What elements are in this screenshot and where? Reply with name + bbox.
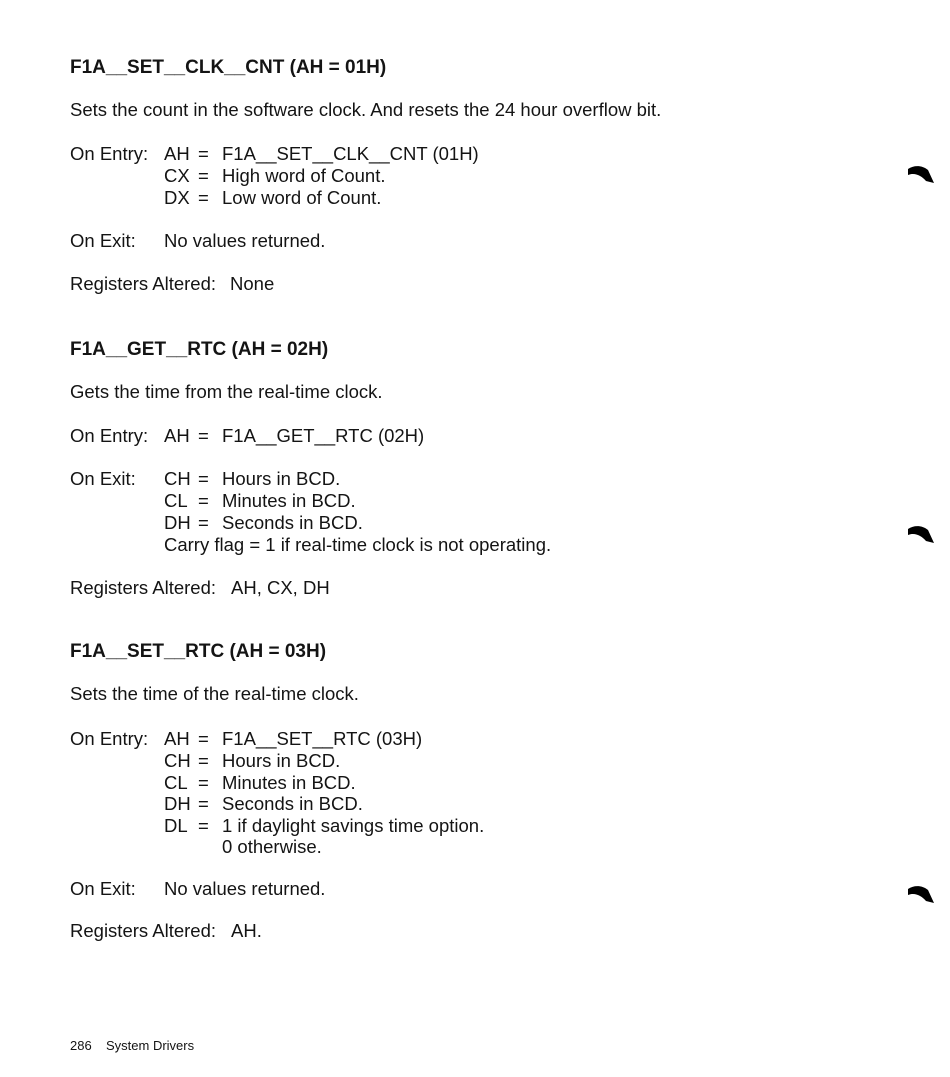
section-2-exit-val: Seconds in BCD. [222, 512, 363, 533]
section-2-description: Gets the time from the real-time clock. [70, 381, 383, 402]
section-2-exit-reg: DH [164, 512, 191, 533]
section-1-entry-eq: = [198, 143, 209, 164]
section-2-carry-flag-text: Carry flag = 1 if real-time clock is not operating. [164, 534, 552, 555]
section-2-exit-val: Minutes in BCD. [222, 490, 356, 511]
section-2-exit-eq: = [198, 512, 209, 533]
section-3-entry-reg: AH [164, 728, 190, 749]
section-3-entry-val: Minutes in BCD. [222, 772, 356, 793]
section-1-entry-reg: AH [164, 143, 190, 164]
section-3-entry-reg: DH [164, 793, 191, 814]
section-3-entry-eq: = [198, 772, 209, 793]
section-2-registers-altered-value: AH, CX, DH [231, 577, 330, 598]
section-3-entry-eq: = [198, 750, 209, 771]
section-2-exit-val: Hours in BCD. [222, 468, 341, 489]
section-2-title: F1A__GET__RTC (AH = 02H) [70, 339, 329, 360]
section-1-entry-reg: DX [164, 187, 190, 208]
margin-tab-marker-icon [906, 520, 936, 546]
section-1-title: F1A__SET__CLK__CNT (AH = 01H) [70, 57, 387, 78]
section-3-on-exit-text: No values returned. [164, 878, 326, 899]
section-1-registers-altered-value: None [230, 273, 275, 294]
section-2-exit-reg: CL [164, 490, 188, 511]
section-1-entry-val: F1A__SET__CLK__CNT (01H) [222, 143, 479, 164]
section-3-entry-eq: = [198, 815, 209, 836]
section-1-entry-val: High word of Count. [222, 165, 386, 186]
section-3-description: Sets the time of the real-time clock. [70, 683, 359, 704]
section-3-registers-altered-label: Registers Altered: [70, 920, 217, 941]
section-3-entry-reg: CH [164, 750, 191, 771]
section-1-entry-eq: = [198, 187, 209, 208]
section-2-exit-reg: CH [164, 468, 191, 489]
margin-tab-marker-icon [906, 880, 936, 906]
section-3-entry-val: F1A__SET__RTC (03H) [222, 728, 423, 749]
section-3-on-entry-label: On Entry: [70, 728, 149, 749]
margin-tab-marker-icon [906, 160, 936, 186]
section-1-on-entry-label: On Entry: [70, 143, 149, 164]
section-1-on-exit-label: On Exit: [70, 230, 136, 251]
section-3-entry-eq: = [198, 793, 209, 814]
section-3-entry-val: 1 if daylight savings time option. [222, 815, 485, 836]
section-3-entry-val: Hours in BCD. [222, 750, 341, 771]
section-2-entry-eq: = [198, 425, 209, 446]
section-3-entry-val: Seconds in BCD. [222, 793, 363, 814]
section-3-on-exit-label: On Exit: [70, 878, 136, 899]
section-2-exit-eq: = [198, 468, 209, 489]
section-3-entry-reg: DL [164, 815, 188, 836]
section-3-entry-continuation: 0 otherwise. [222, 836, 322, 857]
section-2-on-entry-label: On Entry: [70, 425, 149, 446]
section-1-entry-reg: CX [164, 165, 190, 186]
footer-page-number: 286 [70, 1038, 92, 1053]
section-2-on-exit-label: On Exit: [70, 468, 136, 489]
section-1-registers-altered-label: Registers Altered: [70, 273, 217, 294]
section-3-title: F1A__SET__RTC (AH = 03H) [70, 641, 327, 662]
section-1-entry-eq: = [198, 165, 209, 186]
section-2-entry-val: F1A__GET__RTC (02H) [222, 425, 425, 446]
section-1-description: Sets the count in the software clock. And resets the 24 hour overflow bit. [70, 99, 662, 120]
section-3-entry-reg: CL [164, 772, 188, 793]
section-3-entry-eq: = [198, 728, 209, 749]
section-2-entry-reg: AH [164, 425, 190, 446]
section-2-registers-altered-label: Registers Altered: [70, 577, 217, 598]
section-3-registers-altered-value: AH. [231, 920, 262, 941]
section-1-entry-val: Low word of Count. [222, 187, 382, 208]
footer-title: System Drivers [106, 1038, 195, 1053]
section-2-exit-eq: = [198, 490, 209, 511]
section-1-on-exit-text: No values returned. [164, 230, 326, 251]
